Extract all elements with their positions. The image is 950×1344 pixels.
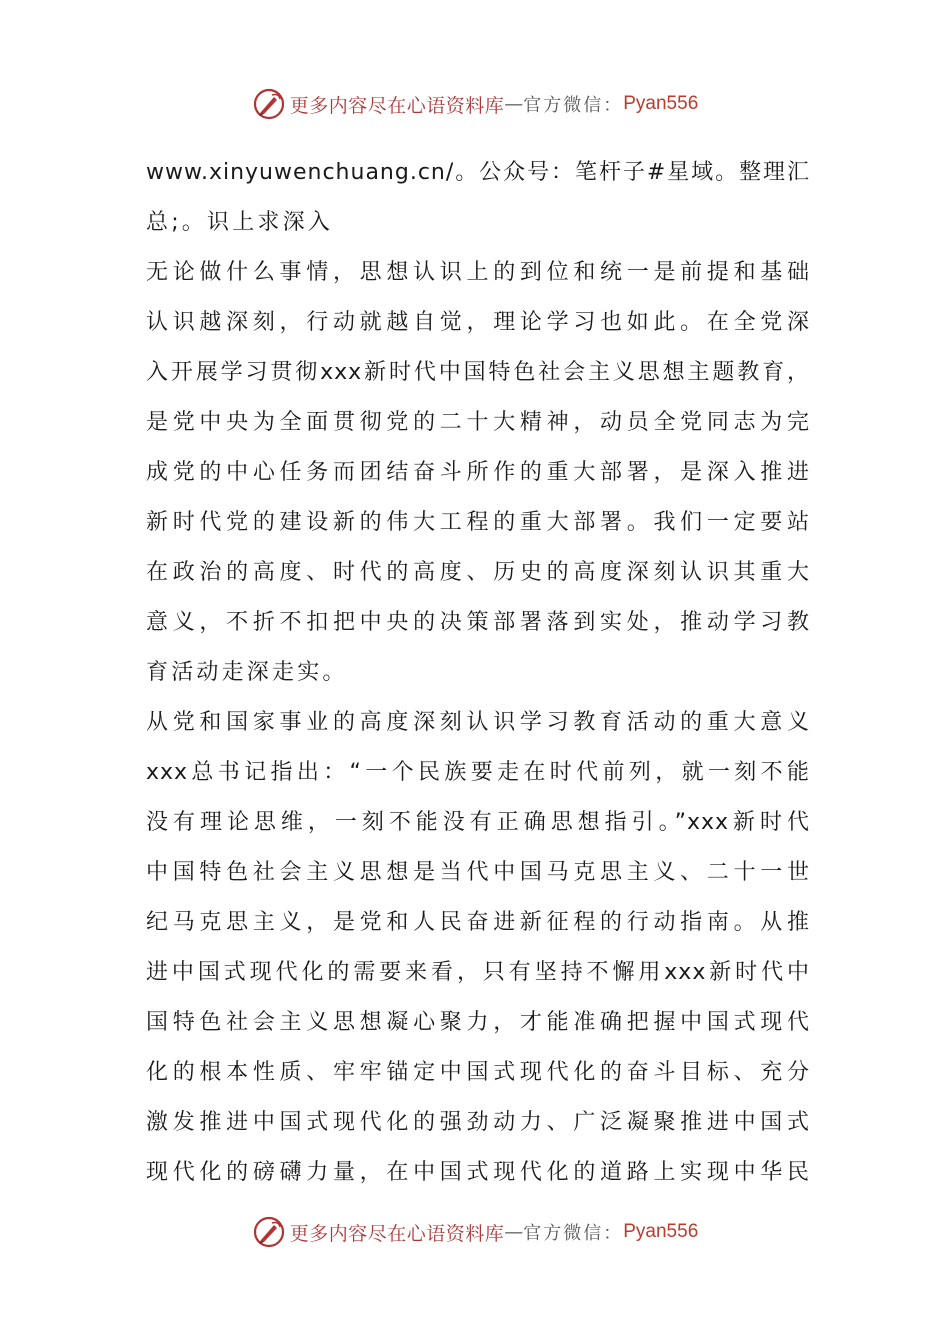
header-banner [0,84,950,124]
pen-logo-icon [252,1215,286,1249]
body-line: 激发推进中国式现代化的强劲动力、广泛凝聚推进中国式 [146,1110,810,1135]
body-line: 现代化的磅礴力量，在中国式现代化的道路上实现中华民 [146,1160,810,1185]
header-separator: — [504,93,524,115]
body-line: www.xinyuwenchuang.cn/。公众号：笔杆子#星域。整理汇 [146,160,810,185]
body-line: 化的根本性质、牢牢锚定中国式现代化的奋斗目标、充分 [146,1060,810,1085]
body-line: 认识越深刻，行动就越自觉，理论学习也如此。在全党深 [146,310,810,335]
pen-logo-icon [252,87,286,121]
header-wechat-label: 官方微信： [523,95,624,116]
footer-wechat-label: 官方微信： [523,1223,624,1244]
header-wechat-id: Pyan556 [623,93,699,114]
body-line: 育活动走深走实。 [146,660,348,685]
body-line: 新时代党的建设新的伟大工程的重大部署。我们一定要站 [146,510,810,535]
section-heading: 从党和国家事业的高度深刻认识学习教育活动的重大意义 [146,710,810,735]
body-line: 中国特色社会主义思想是当代中国马克思主义、二十一世 [146,860,810,885]
body-line: 总;。识上求深入 [146,210,334,235]
footer-separator: — [504,1221,524,1243]
body-line: 意义，不折不扣把中央的决策部署落到实处，推动学习教 [146,610,810,635]
body-line: 是党中央为全面贯彻党的二十大精神，动员全党同志为完 [146,410,810,435]
document-body [146,148,810,1198]
body-line: 国特色社会主义思想凝心聚力，才能准确把握中国式现代 [146,1010,810,1035]
footer-brand-text: 更多内容尽在心语资料库 [289,1222,505,1245]
body-line: 入开展学习贯彻xxx新时代中国特色社会主义思想主题教育， [146,360,810,385]
footer-wechat-id: Pyan556 [623,1221,699,1242]
body-line: 无论做什么事情，思想认识上的到位和统一是前提和基础 [146,260,810,285]
body-line: 进中国式现代化的需要来看，只有坚持不懈用xxx新时代中 [146,960,810,985]
body-line: 纪马克思主义，是党和人民奋进新征程的行动指南。从推 [146,910,810,935]
body-line: 没有理论思维，一刻不能没有正确思想指引。”xxx新时代 [146,810,810,835]
body-line: xxx总书记指出：“一个民族要走在时代前列，就一刻不能 [146,760,810,785]
footer-banner [0,1212,950,1252]
body-line: 在政治的高度、时代的高度、历史的高度深刻认识其重大 [146,560,810,585]
body-line: 成党的中心任务而团结奋斗所作的重大部署，是深入推进 [146,460,810,485]
header-brand-text: 更多内容尽在心语资料库 [289,94,505,117]
